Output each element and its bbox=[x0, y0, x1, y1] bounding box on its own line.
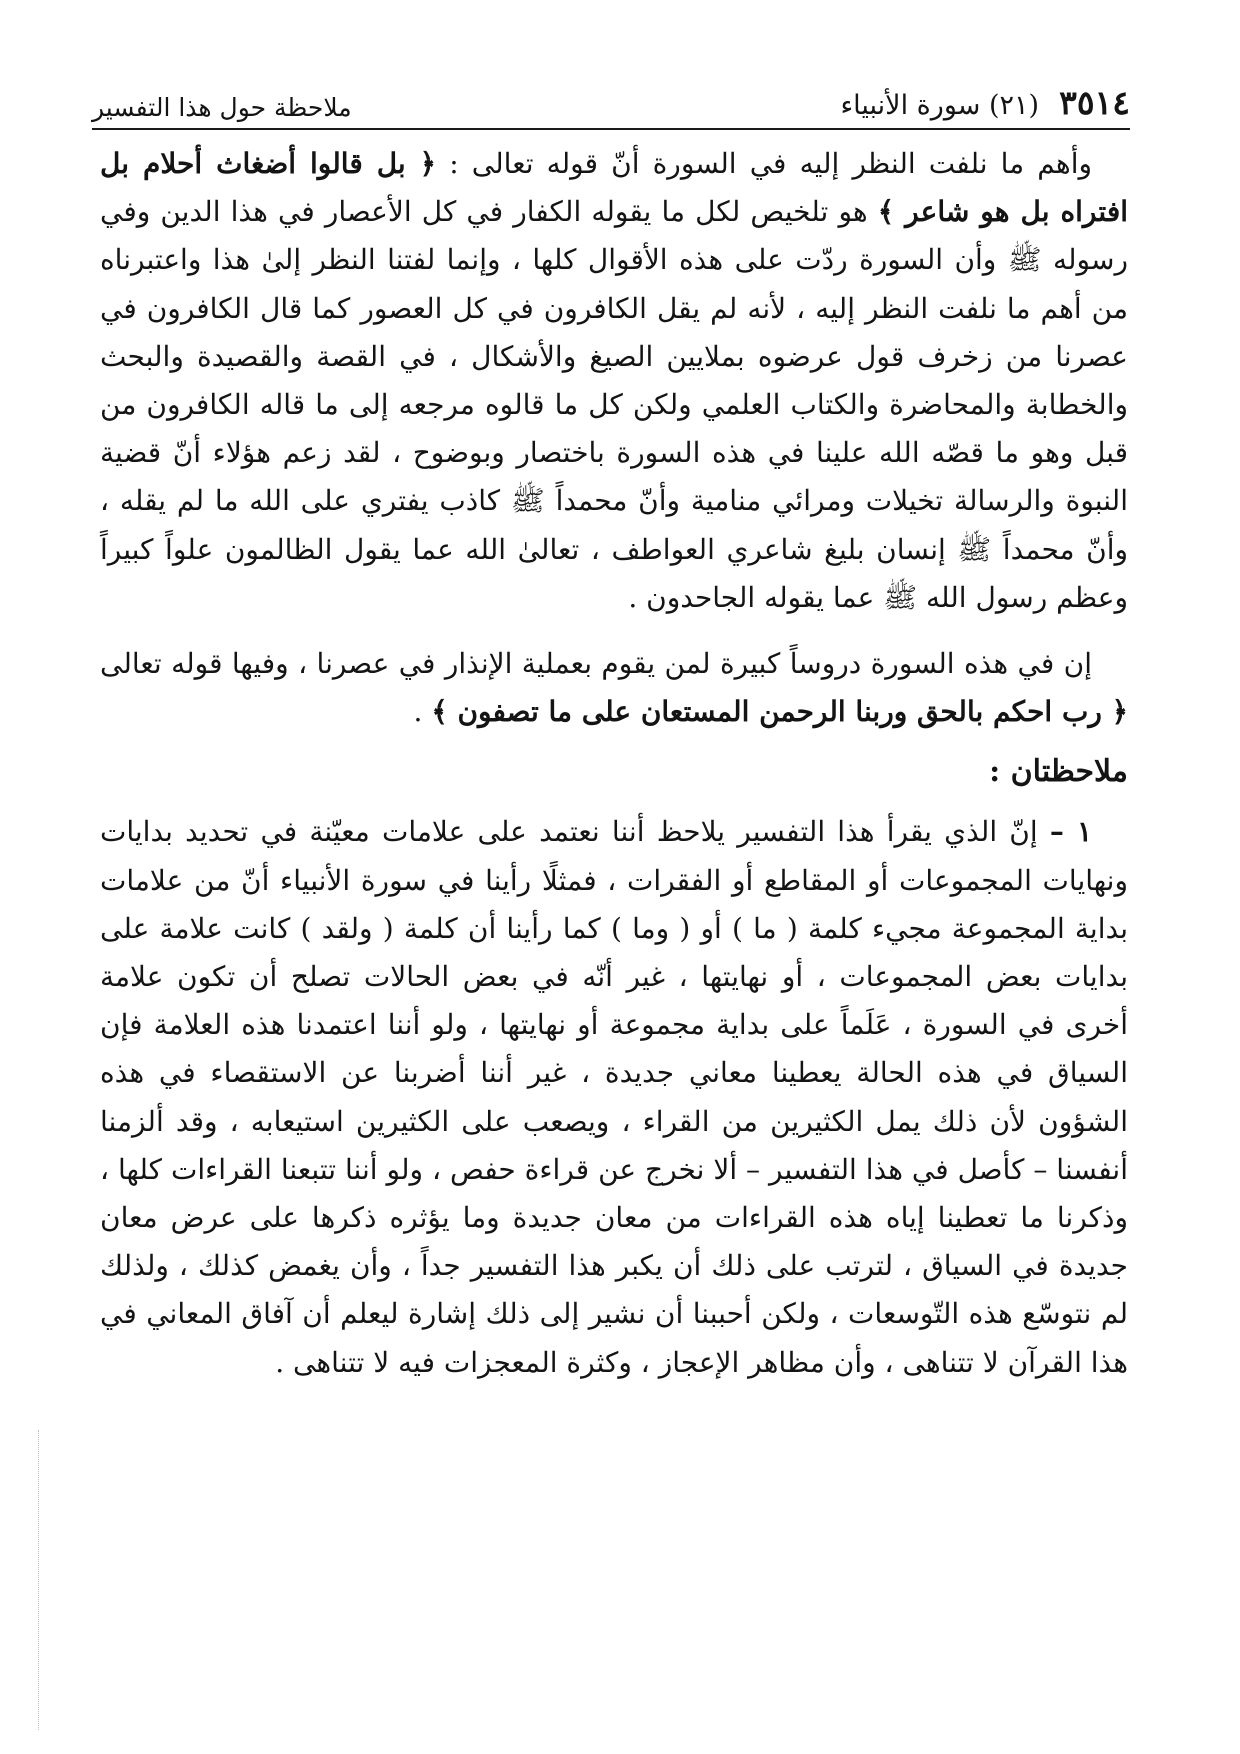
surah-label: (٢١) سورة الأنبياء bbox=[840, 90, 1040, 121]
page-header bbox=[92, 62, 1130, 122]
note-1-number: ١ – bbox=[1049, 815, 1092, 849]
notes-heading: ملاحظتان : bbox=[989, 754, 1128, 790]
paragraph-1-text: هو تلخيص لكل ما يقوله الكفار في كل الأعصار في هذا الدين وفي رسوله ﷺ وأن السورة ردّت على هذه الأقوال كلها ، وإنما لفتنا النظر إلىٰ هذا واعتبرناه من أهم ما نلفت النظر إليه ، لأنه لم يقل الكافرون في كل العصور كما قال الكافرون في عصرنا من زخرف قول عرضوه بملايين الصيغ والأشكال ، في القصة والقصيدة والبحث والخطابة والمحاضرة والكتاب العلمي ولكن كل ما قالوه مرجعه إلى ما قاله الكافرون من قبل وهو ما قصّه الله علينا في هذه السورة باختصار وبوضوح ، لقد زعم هؤلاء أنّ قضية النبوة والرسالة تخيلات ومرائي منامية وأنّ محمداً ﷺ كاذب يفتري على الله ما لم يقله ، وأنّ محمداً ﷺ إنسان بليغ شاعري العواطف ، تعالىٰ الله عما يقول الظالمون علواً كبيراً وعظم رسول الله ﷺ عما يقوله الجاحدون . bbox=[100, 195, 1128, 614]
note-1 bbox=[100, 808, 1128, 1386]
header-right bbox=[840, 83, 1130, 122]
paragraph-1 bbox=[100, 140, 1128, 622]
paragraph-2-end: . bbox=[413, 695, 423, 729]
page-number: ٣٥١٤ bbox=[1059, 83, 1130, 122]
note-1-text: إنّ الذي يقرأ هذا التفسير يلاحظ أننا نعتمد على علامات معيّنة في تحديد بدايات ونهايات المجموعات أو المقاطع أو الفقرات ، فمثلًا رأينا في سورة الأنبياء أنّ من علامات بداية المجموعة مجيء كلمة ( ما ) أو ( وما ) كما رأينا أن كلمة ( ولقد ) كانت علامة على بدايات بعض المجموعات ، أو نهايتها ، غير أنّه في بعض الحالات تصلح أن تكون علامة أخرى في السورة ، عَلَماً على بداية مجموعة أو نهايتها ، ولو أننا اعتمدنا هذه العلامة فإن السياق في هذه الحالة يعطينا معاني جديدة ، غير أننا أضربنا عن الاستقصاء في هذه الشؤون لأن ذلك يمل الكثيرين من القراء ، ويصعب على الكثيرين استيعابه ، وقد ألزمنا أنفسنا – كأصل في هذا التفسير – ألا نخرج عن قراءة حفص ، ولو أننا تتبعنا القراءات كلها ، وذكرنا ما تعطينا إياه هذه القراءات من معان جديدة وما يؤثره ذكرها على عرض معان جديدة في السياق ، لترتب على ذلك أن يكبر هذا التفسير جداً ، وأن يغمض كذلك ، ولذلك لم نتوسّع هذه التّوسعات ، ولكن أحببنا أن نشير إلى ذلك إشارة ليعلم أن آفاق المعاني في هذا القرآن لا تتناهى ، وأن مظاهر الإعجاز ، وكثرة المعجزات فيه لا تتناهى . bbox=[100, 815, 1128, 1379]
quran-verse-2: ﴿ رب احكم بالحق وربنا الرحمن المستعان على ما تصفون ﴾ bbox=[431, 695, 1128, 729]
header-divider bbox=[92, 128, 1130, 130]
scan-margin-mark bbox=[38, 1430, 39, 1730]
paragraph-2 bbox=[100, 640, 1128, 736]
paragraph-1-intro: وأهم ما نلفت النظر إليه في السورة أنّ قوله تعالى : bbox=[449, 147, 1092, 180]
page-body bbox=[100, 140, 1128, 1387]
running-title: ملاحظة حول هذا التفسير bbox=[92, 93, 352, 122]
quran-verse-1: ﴿ بل قالوا أضغاث أحلام بل افتراه بل هو شاعر ﴾ bbox=[100, 147, 1128, 229]
paragraph-2-intro: إن في هذه السورة دروساً كبيرة لمن يقوم بعملية الإنذار في عصرنا ، وفيها قوله تعالى bbox=[100, 647, 1092, 681]
